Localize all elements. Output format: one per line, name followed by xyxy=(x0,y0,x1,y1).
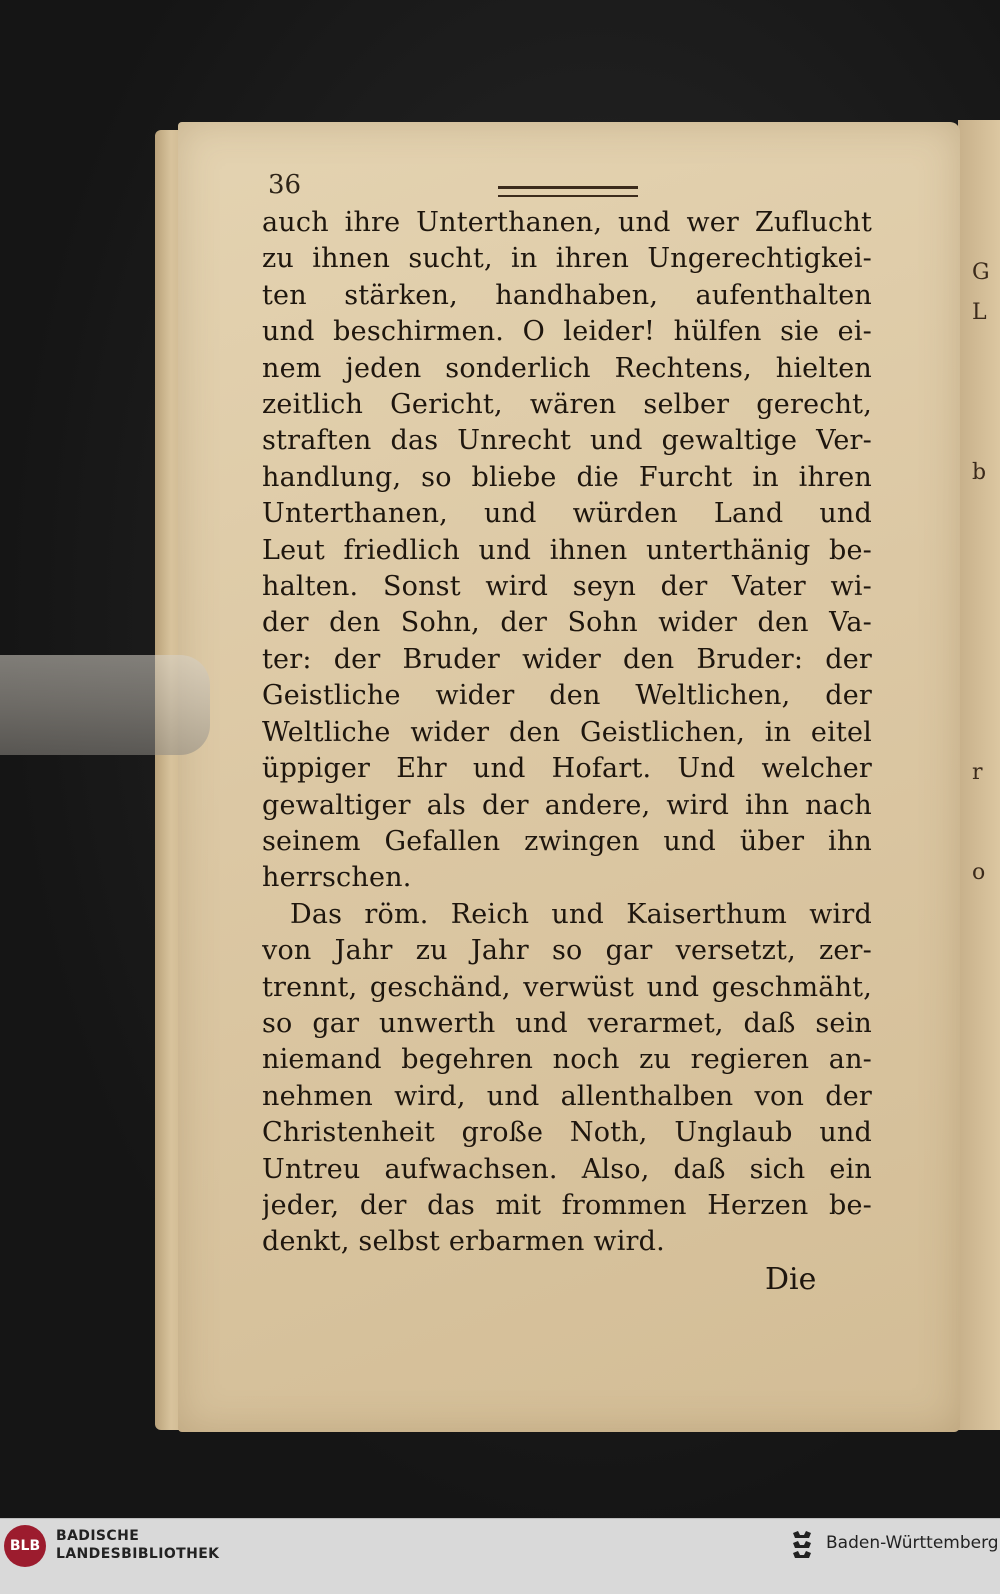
coat-of-arms-icon xyxy=(790,1529,814,1565)
text-line: nehmen wird, und allenthalben von der xyxy=(262,1080,872,1112)
footer-bar xyxy=(0,1518,1000,1594)
text-line: niemand begehren noch zu regieren an- xyxy=(262,1044,872,1076)
text-line: Christenheit große Noth, Unglaub und xyxy=(262,1117,872,1149)
text-line: nem jeden sonderlich Rechtens, hielten xyxy=(262,352,872,384)
text-line: Das röm. Reich und Kaiserthum wird xyxy=(290,898,872,930)
text-line: von Jahr zu Jahr so gar versetzt, zer- xyxy=(262,935,872,967)
text-line: straften das Unrecht und gewaltige Ver- xyxy=(262,425,872,457)
text-line: so gar unwerth und verarmet, daß sein xyxy=(262,1007,872,1039)
text-line: zeitlich Gericht, wären selber gerecht, xyxy=(262,389,872,421)
text-line: Leut friedlich und ihnen unterthänig be- xyxy=(262,534,872,566)
next-page-fragment: r xyxy=(972,760,983,785)
next-page-fragment: G xyxy=(972,260,990,285)
text-line: trennt, geschänd, verwüst und geschmäht, xyxy=(262,971,872,1003)
text-line: gewaltiger als der andere, wird ihn nach xyxy=(262,789,872,821)
text-line: jeder, der das mit frommen Herzen be- xyxy=(262,1189,872,1221)
text-line: Weltliche wider den Geistlichen, in eitel xyxy=(262,716,872,748)
text-line: halten. Sonst wird seyn der Vater wi- xyxy=(262,571,872,603)
blb-logo-icon[interactable]: BLB xyxy=(4,1525,46,1567)
page-text xyxy=(262,205,872,1261)
next-page-fragment: L xyxy=(972,300,987,325)
page-clip xyxy=(0,655,210,755)
library-name[interactable] xyxy=(56,1527,219,1563)
library-name-line1: BADISCHE xyxy=(56,1528,140,1544)
header-ornament xyxy=(498,186,638,197)
text-line: ten stärken, handhaben, aufenthalten xyxy=(262,279,872,311)
text-line: Geistliche wider den Weltlichen, der xyxy=(262,680,872,712)
region-name[interactable]: Baden-Württemberg xyxy=(826,1533,999,1553)
text-line: Unterthanen, und würden Land und xyxy=(262,498,872,530)
catchword: Die xyxy=(765,1262,817,1297)
text-line: ter: der Bruder wider den Bruder: der xyxy=(262,643,872,675)
text-line: Untreu aufwachsen. Also, daß sich ein xyxy=(262,1153,872,1185)
text-line: seinem Gefallen zwingen und über ihn xyxy=(262,825,872,857)
text-line: auch ihre Unterthanen, und wer Zuflucht xyxy=(262,207,872,238)
library-name-line2: LANDESBIBLIOTHEK xyxy=(56,1546,220,1562)
text-line: denkt, selbst erbarmen wird. xyxy=(262,1226,665,1258)
text-line: herrschen. xyxy=(262,862,412,894)
text-line: zu ihnen sucht, in ihren Ungerechtigkei- xyxy=(262,243,872,275)
text-line: und beschirmen. O leider! hülfen sie ei- xyxy=(262,316,872,348)
text-line: der den Sohn, der Sohn wider den Va- xyxy=(262,607,872,639)
page-number: 36 xyxy=(268,170,302,200)
next-page-fragment: o xyxy=(972,860,986,885)
text-line: üppiger Ehr und Hofart. Und welcher xyxy=(262,753,872,785)
next-page-edge xyxy=(958,120,1000,1430)
text-line: handlung, so bliebe die Furcht in ihren xyxy=(262,461,872,493)
next-page-fragment: b xyxy=(972,460,987,485)
